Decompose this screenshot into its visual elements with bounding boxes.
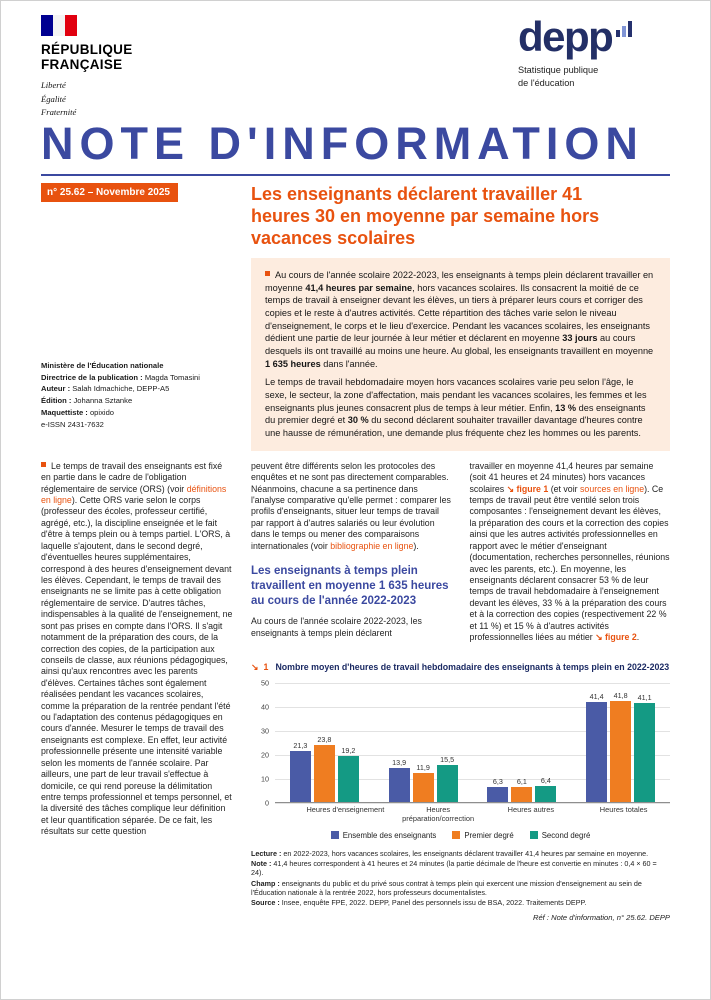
bar-with-label: [389, 758, 410, 801]
bar-with-label: [610, 691, 631, 801]
metadata-line: Directrice de la publication : Magda Tomasini: [41, 372, 200, 382]
legend-item: Ensemble des enseignants: [331, 831, 437, 840]
bar-value-label: 11,9: [416, 763, 430, 773]
bar: [437, 765, 458, 802]
text-segment: .: [636, 632, 640, 643]
body-column-3: [470, 461, 671, 650]
x-axis-category-label: Heures autres: [507, 804, 555, 814]
article-headline: Les enseignants déclarent travailler 41 heures 30 en moyenne par semaine hors vacances scolaires: [251, 183, 600, 248]
bar-value-label: 15,5: [440, 754, 455, 764]
y-axis-tick-label: 40: [261, 702, 269, 712]
legend-item: Premier degré: [452, 831, 513, 840]
footnote: Source : Insee, enquête FPE, 2022. DEPP, Panel des personnels issu de BSA, 2022. Traitements DEPP.: [251, 898, 587, 908]
footnote: Note : 41,4 heures correspondent à 41 heures et 24 minutes (la partie décimale de l'heure est convertie en minutes : 0,4 × 60 = 24).: [251, 858, 657, 878]
bar: [487, 787, 508, 802]
bar-groups: [275, 683, 670, 802]
figure-number: 1: [263, 661, 269, 672]
rf-motto-line: Égalité: [41, 93, 66, 104]
y-axis-tick-label: 50: [261, 678, 269, 688]
bar-group: [275, 683, 374, 802]
bar-with-label: [314, 735, 335, 802]
bar-value-label: 6,1: [516, 777, 527, 787]
body-columns-2-3: [251, 461, 670, 650]
footnote: Lecture : en 2022-2023, hors vacances scolaires, les enseignants déclarent travailler 41,4 heures par semaine en moyenne.: [251, 848, 649, 858]
bar-with-label: [586, 692, 607, 801]
bar-with-label: [338, 746, 359, 802]
legend-swatch-icon: [452, 831, 460, 839]
bar-value-label: 19,2: [341, 745, 356, 755]
metadata-line: e-ISSN 2431-7632: [41, 419, 104, 429]
rf-name-line1: RÉPUBLIQUE: [41, 42, 133, 57]
bar: [610, 701, 631, 801]
bar-chart: [251, 678, 670, 824]
text-segment: Le temps de travail des enseignants est fixé en partie dans le cadre de l'obligation réglementaire de service (ORS) (voir: [41, 460, 223, 494]
depp-tagline-line1: Statistique publique: [518, 64, 599, 75]
rf-motto-line: Liberté: [41, 80, 66, 91]
figure-reference-link[interactable]: ↘ figure 2: [595, 632, 637, 643]
text-segment: 33 jours: [562, 333, 598, 344]
bar-value-label: 41,8: [613, 691, 628, 701]
metadata-label: Auteur :: [41, 384, 73, 394]
rf-name: [41, 42, 133, 72]
bar-value-label: 21,3: [293, 740, 308, 750]
left-rail: [41, 182, 233, 451]
y-axis-tick-label: 0: [265, 798, 269, 808]
footnote-label: Note :: [251, 858, 274, 868]
bar: [535, 786, 556, 801]
bar-with-label: [437, 755, 458, 802]
bar-with-label: [413, 763, 434, 802]
text-segment: (et voir: [548, 483, 581, 494]
bar: [314, 745, 335, 802]
figure-footnotes: [251, 849, 670, 908]
x-axis-category-label: Heures préparation/correction: [402, 804, 475, 823]
bar-value-label: 23,8: [317, 734, 332, 744]
french-flag-icon: [41, 15, 77, 36]
depp-wordmark: depp: [518, 13, 613, 60]
inline-link[interactable]: bibliographie en ligne: [330, 540, 414, 551]
body-paragraph: [265, 269, 656, 371]
depp-bar-chart-icon: [616, 20, 632, 37]
bar-with-label: [487, 777, 508, 802]
metadata-label: Maquettiste :: [41, 408, 90, 418]
depp-tagline: [518, 64, 668, 90]
publication-title: NOTE D'INFORMATION: [41, 118, 644, 170]
footnote-label: Lecture :: [251, 848, 284, 858]
legend-swatch-icon: [530, 831, 538, 839]
intro-band: [1, 176, 710, 451]
footnote-label: Source :: [251, 898, 282, 908]
text-segment: ). Cette ORS varie selon le corps (professeur des écoles, professeur certifié, agrégé, etc.), la discipline enseignée et le fait d'être à temps plein ou à temps partiel. L'ORS, à laquelle s'ajoutent, dans le second degré, d'éventuelles heures supplémentaires, correspond à des heures d'enseignement devant les élèves. Cependant, le temps de travail des enseignants ne se limite pas à cette obligation réglementaire de service. D'autres tâches, indispensables à la qualité de l'enseignement, ne sont pas prises en compte dans l'ORS. Il s'agit notamment de la préparation des cours, de la correction des copies, de la participation aux conseils de classe, aux réunions pédagogiques, ainsi qu'aux rencontres avec les parents d'élèves. Certaines tâches sont également réalisées pendant les vacances scolaires, comme la préparation de la rentrée pendant l'été ou l'adaptation des contenus pédagogiques en cours d'année. Mesurer le temps de travail des enseignants est complexe. En effet, leur activité professionnelle présente une intensité variable selon les moments de l'année scolaire. Par ailleurs, une part de leur travail s'effectue à domicile, ce qui rend poreuse la délimitation entre temps professionnel et temps personnel, et la diversité des tâches complique leur définition et leur quantification séparée. De ce fait, les résultats sur cette question: [41, 495, 233, 837]
bar-group: [473, 683, 572, 802]
reference-line: Réf : Note d'information, n° 25.62. DEPP: [532, 912, 670, 922]
rf-motto-line: Fraternité: [41, 106, 77, 117]
depp-tagline-line2: de l'éducation: [518, 77, 575, 88]
bar: [634, 703, 655, 802]
body-column-2: [251, 461, 452, 650]
metadata-label: Directrice de la publication :: [41, 372, 145, 382]
bullet-square-icon: [41, 462, 46, 467]
body-column-1: [41, 461, 233, 922]
text-segment: ).: [413, 540, 419, 551]
bar-with-label: [290, 741, 311, 802]
figure-title-text: Nombre moyen d'heures de travail hebdomadaire des enseignants à temps plein en 2022-2023: [275, 661, 670, 672]
text-segment: Le temps de travail hebdomadaire moyen hors vacances scolaires varie peu selon l'âge, le sexe, le secteur, la zone d'affectation, mais pendant les vacances scolaires, les femmes et les enseignants plus jeunes consacrent plus de temps à leur métier. Enfin,: [265, 377, 647, 413]
bar-group: [374, 683, 473, 802]
x-axis-labels: [275, 806, 670, 824]
metadata-label: Édition :: [41, 396, 74, 406]
figure-arrow-icon: ↘: [251, 661, 259, 672]
text-segment: , hors vacances scolaires. Ils consacrent la moitié de ce temps de travail à enseigner devant les élèves, un tiers à préparer leurs cours et corriger des copies et le reste à d'autres activités. Cette répartition des tâches varie selon le niveau d'enseignement, le corps et le lieu d'exercice. Pendant les vacances scolaires, les enseignants dédient une partie de leur journée à leur métier et déclarent en moyenne: [265, 282, 651, 344]
legend-item: Second degré: [530, 831, 591, 840]
bar: [290, 751, 311, 802]
right-region: [251, 461, 670, 922]
inline-link[interactable]: définitions en ligne: [41, 483, 227, 506]
text-segment: Au cours de l'année scolaire 2022-2023, les enseignants à temps plein déclarent travailler en moyenne: [265, 269, 654, 293]
figure-title: [251, 662, 670, 673]
text-segment: 41,4 heures par semaine: [305, 282, 413, 293]
text-segment: 1 635 heures: [265, 358, 321, 369]
figure-1: [251, 662, 670, 840]
rf-motto: [41, 79, 133, 119]
y-axis-tick-label: 20: [261, 750, 269, 760]
text-segment: travailler en moyenne 41,4 heures par semaine (soit 41 heures et 24 minutes) hors vacances scolaires: [469, 460, 654, 494]
bar: [586, 702, 607, 801]
section-heading: [251, 564, 452, 608]
gridline: [275, 803, 670, 804]
header: [1, 1, 710, 119]
y-axis-tick-label: 30: [261, 726, 269, 736]
rf-name-line2: FRANÇAISE: [41, 57, 123, 73]
bar-with-label: [535, 776, 556, 801]
inline-link[interactable]: sources en ligne: [580, 483, 645, 494]
metadata-line: Édition : Johanna Sztanke: [41, 396, 133, 406]
bullet-square-icon: [265, 271, 270, 276]
figure-reference-link[interactable]: ↘ figure 1: [506, 483, 549, 494]
text-segment: ). Ce temps de travail peut être ventilé selon trois composantes : l'enseignement devant les élèves, la préparation des cours et la correction des copies ainsi que les autres activités professionnelles en rapport avec le métier d'enseignant (documentation, recherches personnelles, réunions avec les parents, etc.). En moyenne, les enseignants déclarent consacrer 53 % de leur temps de travail hebdomadaire à l'enseignement devant les élèves, 33 % à la préparation des cours et à la correction des copies (respectivement 22 % et 11 %) et 15 % à d'autres activités professionnelles liées au métier: [469, 483, 670, 643]
bar-with-label: [634, 693, 655, 802]
bar-value-label: 6,4: [540, 776, 551, 786]
bar-value-label: 41,4: [589, 692, 604, 702]
body-paragraph: [41, 461, 233, 838]
article-body: [1, 451, 710, 922]
bar-value-label: 41,1: [637, 693, 652, 703]
metadata-line: [41, 360, 201, 372]
body-paragraph: [470, 461, 671, 644]
metadata-line: Auteur : Salah Idmachiche, DEPP-A5: [41, 384, 170, 394]
bar-value-label: 13,9: [392, 758, 407, 768]
text-segment: Les enseignants à temps plein travaillent en moyenne 1 635 heures au cours de l'année 2022-2023: [251, 565, 449, 607]
text-segment: des enseignants du premier degré et: [265, 402, 646, 426]
summary-box: [251, 258, 670, 451]
bar: [511, 787, 532, 802]
text-segment: 30 %: [347, 415, 369, 426]
masthead: [1, 119, 710, 176]
bar: [389, 768, 410, 801]
text-segment: Au cours de l'année scolaire 2022-2023, les enseignants à temps plein déclarent: [251, 616, 422, 638]
body-paragraph: [251, 616, 452, 639]
publication-metadata: [41, 360, 201, 431]
metadata-line: Maquettiste : opixido: [41, 408, 115, 418]
text-segment: au cours desquels ils ont travaillé au moins une heure. Au global, les enseignants travaillent en moyenne: [265, 333, 654, 356]
legend-swatch-icon: [331, 831, 339, 839]
chart-legend: [251, 831, 670, 840]
bar: [413, 773, 434, 802]
text-segment: peuvent être différents selon les protocoles des enquêtes et ne sont pas directement comparables. Néanmoins, chacune a sa pertinence dans l'analyse comparative qu'elle permet : comparer les profils d'enseignants, situer leur temps de travail par rapport à d'autres salariés ou leur évolution dans le temps ou mener des comparaisons internationales (voir: [251, 460, 451, 551]
text-segment: 13 %: [555, 402, 577, 413]
issue-badge: n° 25.62 – Novembre 2025: [41, 183, 178, 202]
y-axis-tick-label: 10: [261, 774, 269, 784]
bar-with-label: [511, 777, 532, 802]
x-axis-category-label: Heures d'enseignement: [306, 804, 385, 814]
chart-plot-area: [261, 678, 670, 808]
body-paragraph: [265, 376, 656, 439]
body-paragraph: [251, 461, 452, 552]
text-segment: du second déclarent souhaiter travailler davantage d'heures contre une hausse de rémunération, une demande plus fréquente chez les hommes ou les parents.: [265, 415, 643, 439]
text-segment: dans l'année.: [320, 358, 378, 369]
depp-logo: [518, 15, 668, 89]
footnote: Champ : enseignants du public et du privé sous contrat à temps plein qui exercent une mission d'enseignement au sein de l'Éducation nationale à la rentrée 2022, hors professeurs documentalistes.: [251, 878, 642, 897]
x-axis-category-label: Heures totales: [599, 804, 648, 814]
bar-group: [571, 683, 670, 802]
bar-value-label: 6,3: [492, 776, 503, 786]
republique-francaise-logo: [41, 15, 133, 119]
metadata-label: Ministère de l'Éducation nationale: [41, 360, 164, 370]
band-right: [251, 182, 670, 451]
footnote-label: Champ :: [251, 878, 282, 888]
bar: [338, 756, 359, 802]
